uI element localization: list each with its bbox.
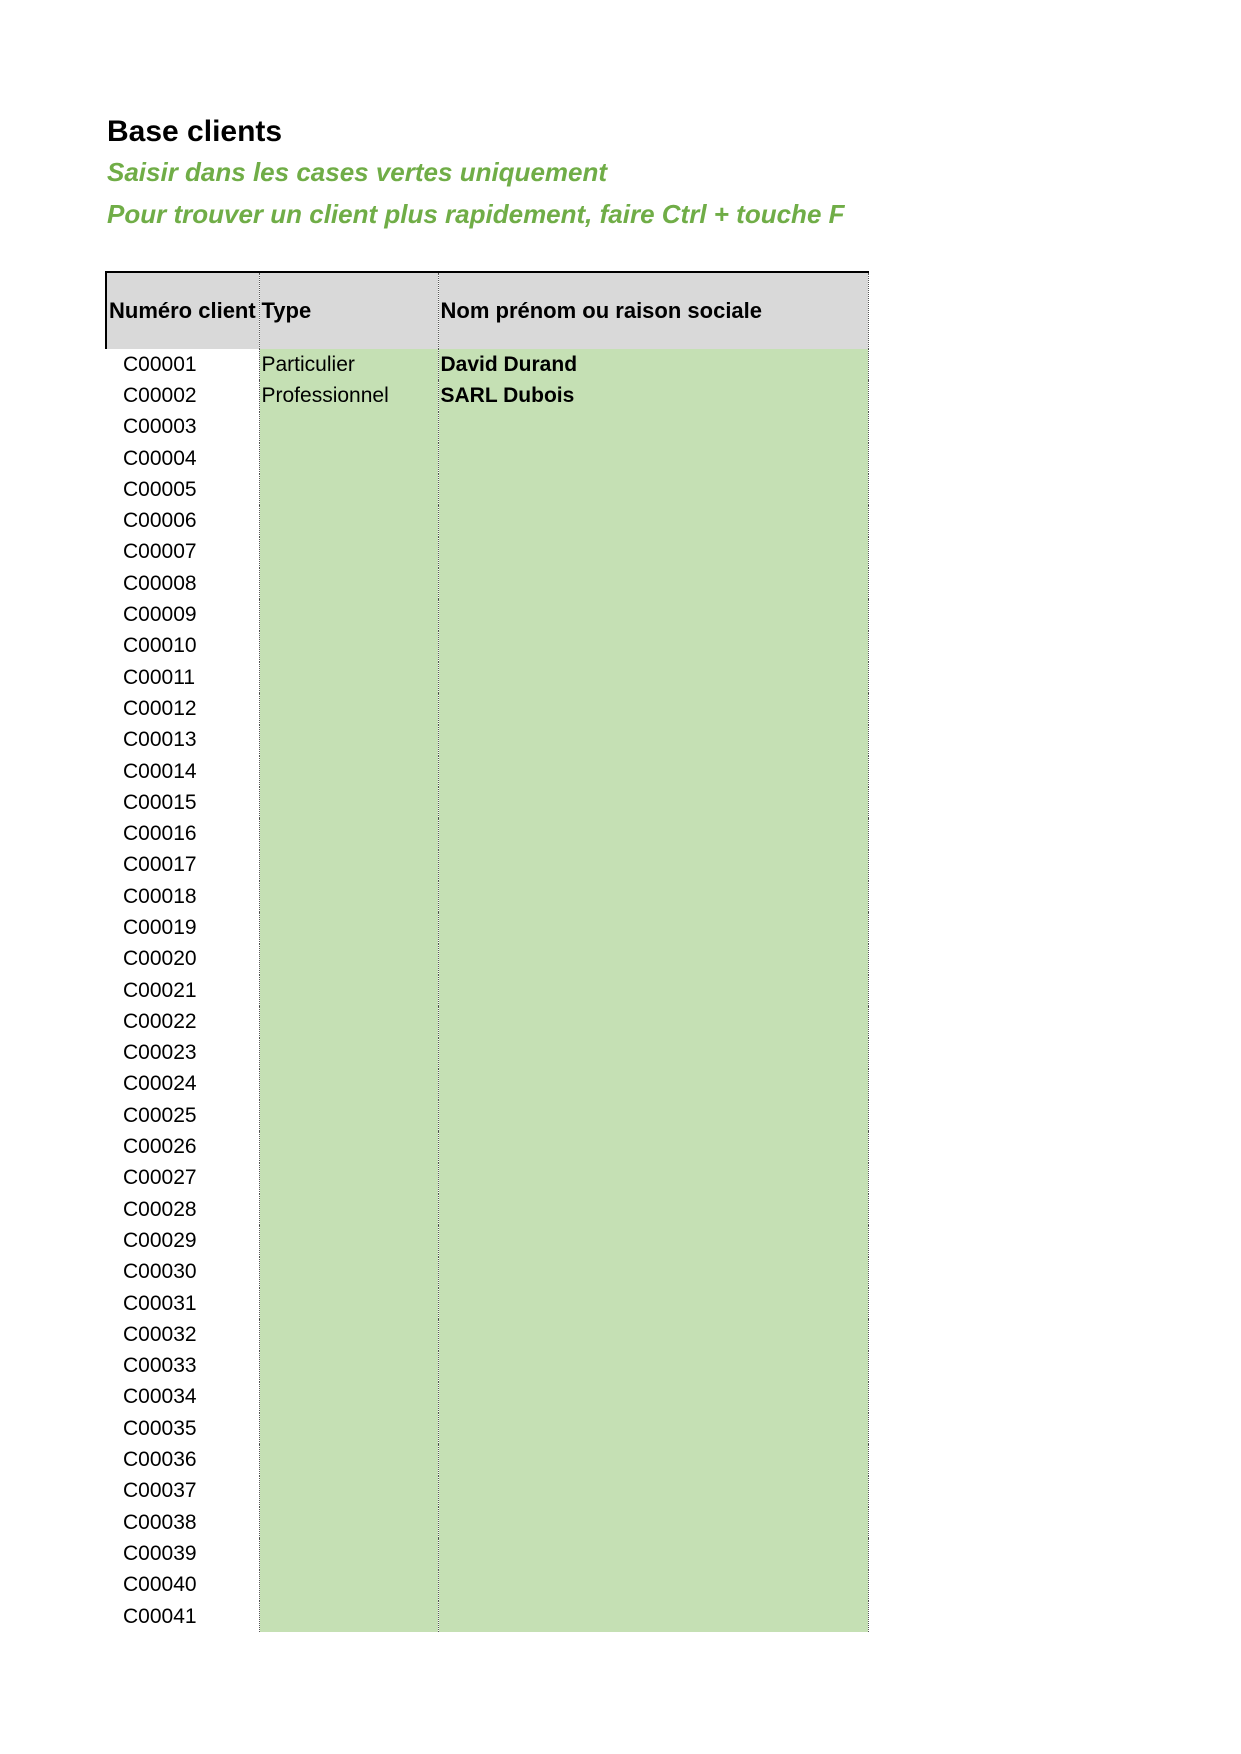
client-name-input-cell[interactable] [438,443,868,474]
client-type-input-cell[interactable] [259,568,438,599]
client-number-cell: C00003 [106,412,259,443]
table-row [106,975,868,1006]
table-row [106,1507,868,1538]
client-type-input-cell[interactable] [259,1476,438,1507]
client-name-input-cell[interactable] [438,474,868,505]
table-row [106,380,868,411]
client-type-input-cell[interactable] [259,1194,438,1225]
client-type-input-cell[interactable] [259,725,438,756]
table-row [106,349,868,380]
client-number-cell: C00014 [106,756,259,787]
client-name-input-cell[interactable] [438,944,868,975]
client-name-input-cell[interactable] [438,568,868,599]
client-type-input-cell[interactable] [259,1601,438,1632]
client-name-input-cell[interactable] [438,912,868,943]
client-number-cell: C00035 [106,1413,259,1444]
client-number-cell: C00005 [106,474,259,505]
column-header-type: Type [259,272,438,349]
client-name-input-cell[interactable] [438,787,868,818]
client-type-input-cell[interactable] [259,1413,438,1444]
client-type-input-cell[interactable] [259,944,438,975]
client-number-cell: C00010 [106,631,259,662]
client-number-cell: C00002 [106,380,259,411]
table-row [106,1444,868,1475]
client-name-input-cell[interactable] [438,1069,868,1100]
client-name-input-cell[interactable] [438,818,868,849]
client-number-cell: C00036 [106,1444,259,1475]
table-row [106,1100,868,1131]
table-row [106,1319,868,1350]
table-row [106,725,868,756]
table-row [106,1163,868,1194]
client-name-input-cell[interactable] [438,1351,868,1382]
client-name-input-cell[interactable] [438,1288,868,1319]
table-row [106,1194,868,1225]
client-number-cell: C00011 [106,662,259,693]
client-type-input-cell[interactable] [259,1538,438,1569]
table-row [106,568,868,599]
client-name-input-cell[interactable] [438,1131,868,1162]
client-number-cell: C00007 [106,537,259,568]
client-name-input-cell[interactable] [438,1413,868,1444]
column-header-name: Nom prénom ou raison sociale [438,272,868,349]
client-type-input-cell[interactable] [259,1507,438,1538]
table-row [106,818,868,849]
client-number-cell: C00006 [106,505,259,536]
client-number-cell: C00009 [106,599,259,630]
table-row [106,881,868,912]
client-type-input-cell[interactable] [259,1100,438,1131]
client-type-input-cell[interactable] [259,412,438,443]
client-number-cell: C00025 [106,1100,259,1131]
client-number-cell: C00030 [106,1257,259,1288]
client-name-input-cell[interactable] [438,850,868,881]
client-number-cell: C00028 [106,1194,259,1225]
client-name-input-cell[interactable] [438,412,868,443]
client-name-input-cell[interactable] [438,1382,868,1413]
client-name-input-cell[interactable] [438,1444,868,1475]
client-name-input-cell[interactable] [438,1476,868,1507]
table-row [106,1257,868,1288]
table-row [106,693,868,724]
client-number-cell: C00024 [106,1069,259,1100]
client-name-input-cell[interactable] [438,1038,868,1069]
table-row [106,1538,868,1569]
table-row [106,631,868,662]
client-name-input-cell[interactable] [438,1319,868,1350]
client-name-input-cell[interactable] [438,1538,868,1569]
client-number-cell: C00021 [106,975,259,1006]
client-type-input-cell[interactable] [259,881,438,912]
client-number-cell: C00029 [106,1225,259,1256]
table-row [106,756,868,787]
client-table-container [105,271,867,1632]
client-name-input-cell[interactable] [438,599,868,630]
client-type-input-cell[interactable] [259,912,438,943]
client-type-input-cell[interactable] [259,631,438,662]
client-number-cell: C00017 [106,850,259,881]
client-number-cell: C00034 [106,1382,259,1413]
table-row [106,1225,868,1256]
client-number-cell: C00016 [106,818,259,849]
client-name-input-cell[interactable] [438,631,868,662]
client-type-input-cell[interactable] [259,1006,438,1037]
table-row [106,1570,868,1601]
client-table [105,271,869,1632]
client-type-input-cell[interactable] [259,1288,438,1319]
table-row [106,1601,868,1632]
client-type-input-cell[interactable] [259,599,438,630]
table-row [106,850,868,881]
client-number-cell: C00001 [106,349,259,380]
client-type-input-cell[interactable] [259,1444,438,1475]
client-name-input-cell[interactable]: SARL Dubois [438,380,868,411]
client-number-cell: C00023 [106,1038,259,1069]
table-row [106,1476,868,1507]
client-number-cell: C00033 [106,1351,259,1382]
table-row [106,599,868,630]
client-type-input-cell[interactable] [259,1069,438,1100]
table-row [106,505,868,536]
table-row [106,787,868,818]
table-row [106,662,868,693]
client-type-input-cell[interactable] [259,1163,438,1194]
client-type-input-cell[interactable] [259,1225,438,1256]
client-number-cell: C00031 [106,1288,259,1319]
client-number-cell: C00008 [106,568,259,599]
table-row [106,1413,868,1444]
client-type-input-cell[interactable] [259,1351,438,1382]
client-name-input-cell[interactable] [438,1257,868,1288]
table-row [106,1288,868,1319]
client-name-input-cell[interactable] [438,693,868,724]
client-number-cell: C00013 [106,725,259,756]
client-name-input-cell[interactable] [438,662,868,693]
table-row [106,1382,868,1413]
client-number-cell: C00022 [106,1006,259,1037]
client-number-cell: C00020 [106,944,259,975]
client-name-input-cell[interactable] [438,1163,868,1194]
client-name-input-cell[interactable] [438,1225,868,1256]
client-number-cell: C00037 [106,1476,259,1507]
client-name-input-cell[interactable] [438,505,868,536]
client-name-input-cell[interactable] [438,725,868,756]
client-type-input-cell[interactable] [259,1319,438,1350]
client-name-input-cell[interactable] [438,756,868,787]
client-type-input-cell[interactable]: Particulier [259,349,438,380]
table-row [106,1006,868,1037]
client-name-input-cell[interactable] [438,1570,868,1601]
table-row [106,1351,868,1382]
instruction-search-shortcut: Pour trouver un client plus rapidement, faire Ctrl + touche F [107,199,845,229]
client-number-cell: C00041 [106,1601,259,1632]
client-type-input-cell[interactable] [259,1382,438,1413]
client-number-cell: C00019 [106,912,259,943]
client-name-input-cell[interactable] [438,1194,868,1225]
client-number-cell: C00018 [106,881,259,912]
client-number-cell: C00004 [106,443,259,474]
client-type-input-cell[interactable] [259,474,438,505]
column-header-client-number: Numéro client [106,272,259,349]
client-number-cell: C00040 [106,1570,259,1601]
client-number-cell: C00038 [106,1507,259,1538]
table-row [106,412,868,443]
table-row [106,912,868,943]
client-name-input-cell[interactable] [438,975,868,1006]
client-type-input-cell[interactable] [259,818,438,849]
client-type-input-cell[interactable] [259,975,438,1006]
table-row [106,1069,868,1100]
table-row [106,1131,868,1162]
client-type-input-cell[interactable]: Professionnel [259,380,438,411]
client-name-input-cell[interactable] [438,1507,868,1538]
table-header-row [106,272,868,349]
client-type-input-cell[interactable] [259,1570,438,1601]
client-type-input-cell[interactable] [259,756,438,787]
table-row [106,537,868,568]
client-number-cell: C00015 [106,787,259,818]
client-type-input-cell[interactable] [259,505,438,536]
client-name-input-cell[interactable]: David Durand [438,349,868,380]
table-row [106,474,868,505]
client-type-input-cell[interactable] [259,1131,438,1162]
table-row [106,443,868,474]
client-number-cell: C00032 [106,1319,259,1350]
client-name-input-cell[interactable] [438,1100,868,1131]
client-type-input-cell[interactable] [259,537,438,568]
client-name-input-cell[interactable] [438,1006,868,1037]
instruction-green-cells: Saisir dans les cases vertes uniquement [107,157,608,187]
client-type-input-cell[interactable] [259,850,438,881]
client-number-cell: C00012 [106,693,259,724]
table-row [106,944,868,975]
client-number-cell: C00039 [106,1538,259,1569]
client-type-input-cell[interactable] [259,443,438,474]
page-title: Base clients [107,115,283,148]
client-name-input-cell[interactable] [438,537,868,568]
client-number-cell: C00026 [106,1131,259,1162]
client-number-cell: C00027 [106,1163,259,1194]
client-name-input-cell[interactable] [438,881,868,912]
client-type-input-cell[interactable] [259,662,438,693]
client-type-input-cell[interactable] [259,1257,438,1288]
client-name-input-cell[interactable] [438,1601,868,1632]
client-type-input-cell[interactable] [259,787,438,818]
client-type-input-cell[interactable] [259,1038,438,1069]
client-type-input-cell[interactable] [259,693,438,724]
table-row [106,1038,868,1069]
